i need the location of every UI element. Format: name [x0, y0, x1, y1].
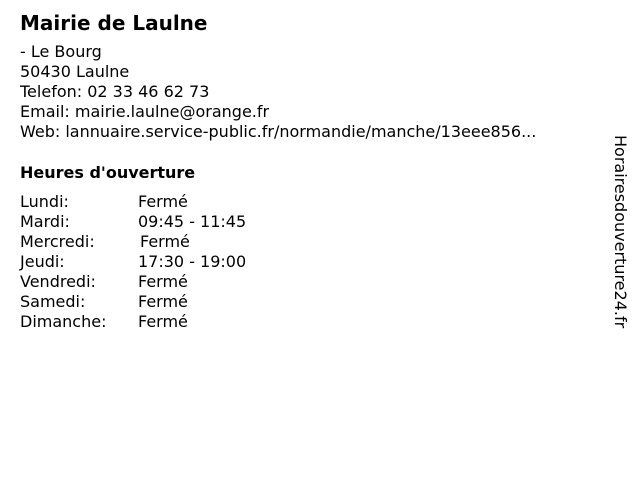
time-value: Fermé — [138, 312, 188, 331]
day-label: Vendredi: — [20, 272, 96, 291]
day-label: Mardi: — [20, 212, 70, 231]
phone-line: Telefon: 02 33 46 62 73 — [20, 82, 210, 101]
time-value: 09:45 - 11:45 — [138, 212, 247, 231]
day-label: Jeudi: — [20, 252, 65, 271]
street-line: - Le Bourg — [20, 42, 102, 61]
location-card — [20, 10, 600, 332]
city-line: 50430 Laulne — [20, 62, 130, 81]
hours-row-vendredi — [20, 272, 600, 292]
hours-row-dimanche — [20, 312, 600, 332]
email-line: Email: mairie.laulne@orange.fr — [20, 102, 270, 121]
address-block — [20, 42, 600, 142]
time-value: 17:30 - 19:00 — [138, 252, 247, 271]
hours-table — [20, 192, 600, 332]
hours-row-mardi — [20, 212, 600, 232]
day-label: Lundi: — [20, 192, 69, 211]
hours-row-jeudi — [20, 252, 600, 272]
time-value: Fermé — [138, 292, 188, 311]
web-line: Web: lannuaire.service-public.fr/normandie/manche/13eee856... — [20, 122, 537, 141]
time-value: Fermé — [140, 232, 190, 251]
day-label: Dimanche: — [20, 312, 107, 331]
day-label: Samedi: — [20, 292, 86, 311]
hours-row-samedi — [20, 292, 600, 312]
site-watermark: Horairesdouverture24.fr — [611, 135, 630, 329]
time-value: Fermé — [138, 272, 188, 291]
day-label: Mercredi: — [20, 232, 95, 251]
hours-row-mercredi — [20, 232, 600, 252]
page-title: Mairie de Laulne — [20, 11, 208, 35]
hours-heading: Heures d'ouverture — [20, 163, 196, 182]
time-value: Fermé — [138, 192, 188, 211]
hours-row-lundi — [20, 192, 600, 212]
